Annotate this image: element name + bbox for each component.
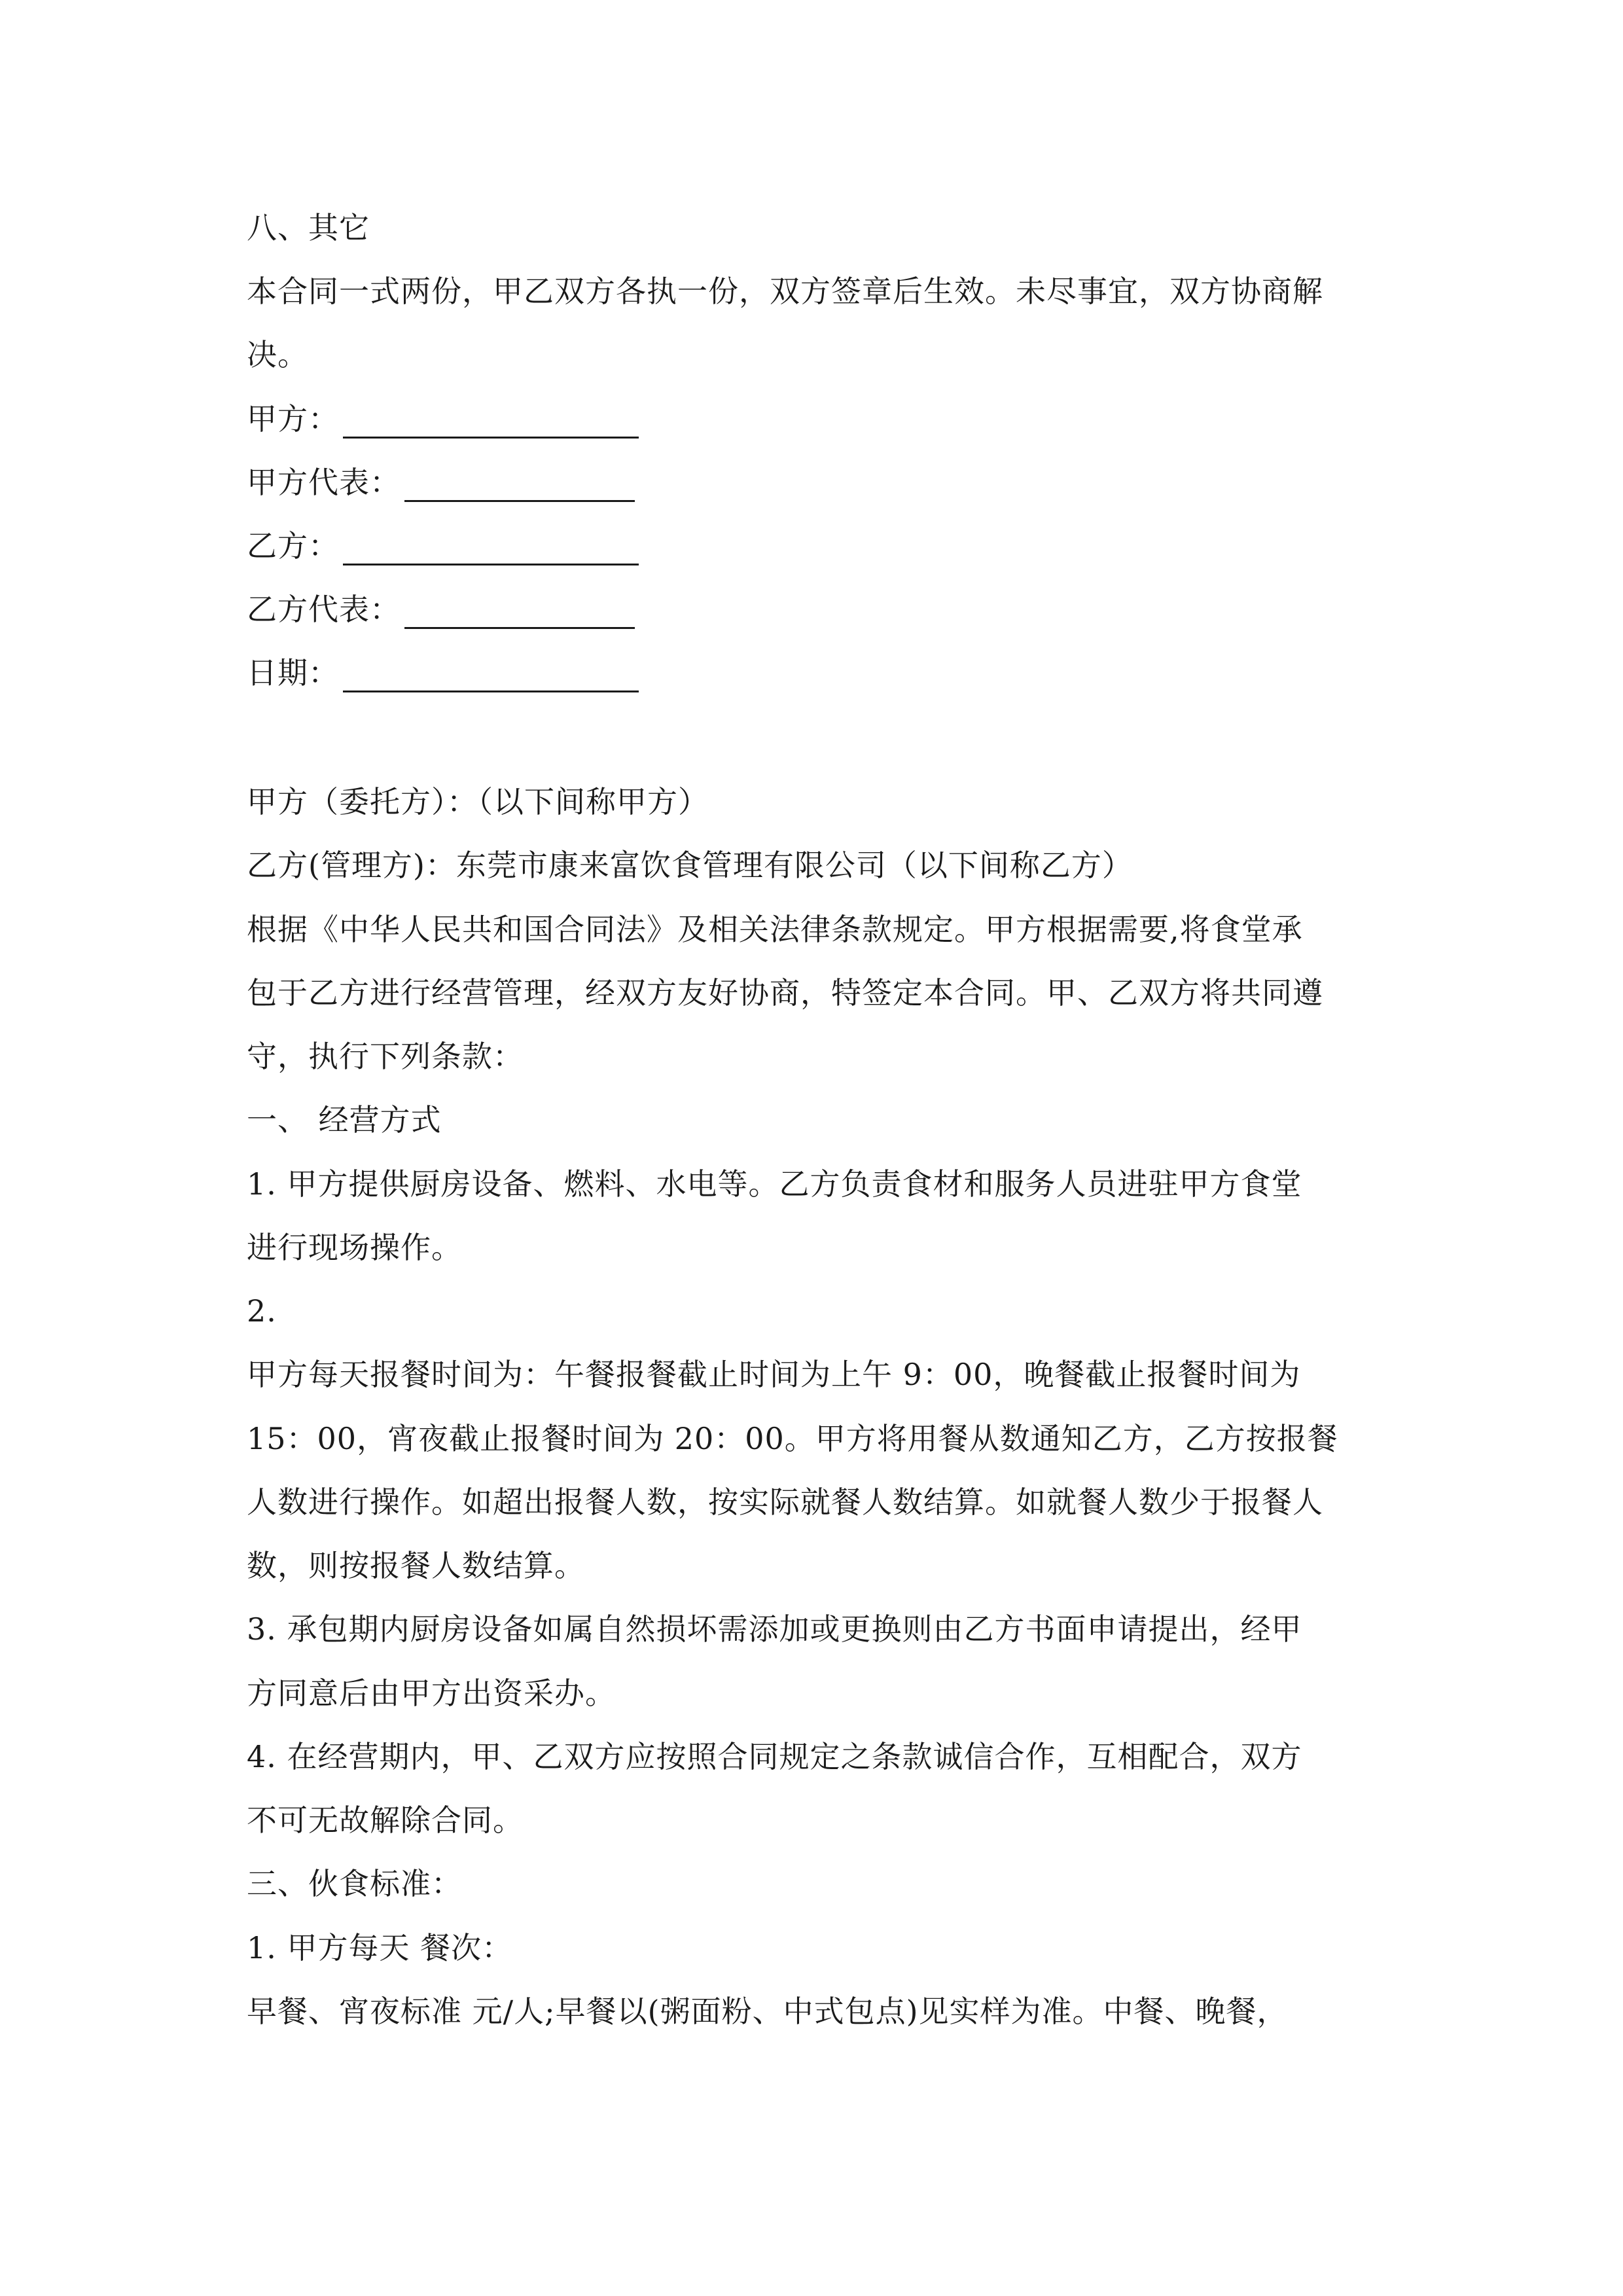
signature-party-b-rep (247, 590, 1385, 629)
signature-label: 甲方代表： (247, 465, 401, 500)
section-one-item1-line: 1. 甲方提供厨房设备、燃料、水电等。乙方负责食材和服务人员进驻甲方食堂 (247, 1166, 1302, 1202)
signature-party-b (247, 526, 1385, 565)
signature-blank (404, 470, 635, 502)
section-one-item3-line: 方同意后由甲方出资采办。 (247, 1676, 616, 1711)
section-one-item1-line: 进行现场操作。 (247, 1230, 462, 1265)
signature-party-a (247, 399, 1385, 439)
section-one-item3-line: 3. 承包期内厨房设备如属自然损坏需添加或更换则由乙方书面申请提出，经甲 (247, 1611, 1302, 1647)
section-one-item4-line: 不可无故解除合同。 (247, 1803, 524, 1838)
section-three-item1-detail: 早餐、宵夜标准 元/人;早餐以(粥面粉、中式包点)见实样为准。中餐、晚餐， (247, 1994, 1288, 2029)
signature-blank (343, 406, 639, 439)
signature-blank (343, 660, 639, 692)
section-three-item1: 1. 甲方每天 餐次： (247, 1930, 513, 1965)
intro-basis-line: 守，执行下列条款： (247, 1039, 524, 1074)
section-other-heading: 八、其它 (247, 210, 370, 245)
signature-party-a-rep (247, 463, 1385, 502)
section-one-item2-number: 2. (247, 1293, 277, 1329)
section-other-paragraph-line: 决。 (247, 337, 308, 372)
intro-party-b: 乙方(管理方)：东莞市康来富饮食管理有限公司（以下间称乙方） (247, 848, 1133, 883)
section-one-item4-line: 4. 在经营期内，甲、乙双方应按照合同规定之条款诚信合作，互相配合，双方 (247, 1739, 1302, 1774)
signature-label: 甲方： (247, 401, 339, 437)
section-one-item2-line: 数，则按报餐人数结算。 (247, 1548, 585, 1583)
section-one-heading: 一、 经营方式 (247, 1102, 442, 1138)
signature-date (247, 653, 1385, 692)
signature-label: 乙方： (247, 528, 339, 564)
section-one-item2-line: 甲方每天报餐时间为：午餐报餐截止时间为上午 9：00，晚餐截止报餐时间为 (247, 1357, 1301, 1392)
signature-blank (404, 597, 635, 629)
intro-basis-line: 包于乙方进行经营管理，经双方友好协商，特签定本合同。甲、乙双方将共同遵 (247, 975, 1323, 1011)
section-other-paragraph-line: 本合同一式两份，甲乙双方各执一份，双方签章后生效。未尽事宜，双方协商解 (247, 274, 1323, 309)
intro-basis-line: 根据《中华人民共和国合同法》及相关法律条款规定。甲方根据需要,将食堂承 (247, 912, 1303, 947)
section-three-heading: 三、伙食标准： (247, 1866, 462, 1901)
section-one-item2-line: 15：00，宵夜截止报餐时间为 20：00。甲方将用餐从数通知乙方，乙方按报餐 (247, 1421, 1338, 1456)
signature-blank (343, 533, 639, 565)
signature-label: 乙方代表： (247, 592, 401, 627)
section-one-item2-line: 人数进行操作。如超出报餐人数，按实际就餐人数结算。如就餐人数少于报餐人 (247, 1484, 1323, 1520)
intro-party-a: 甲方（委托方）：（以下间称甲方） (247, 784, 709, 819)
signature-label: 日期： (247, 655, 339, 691)
